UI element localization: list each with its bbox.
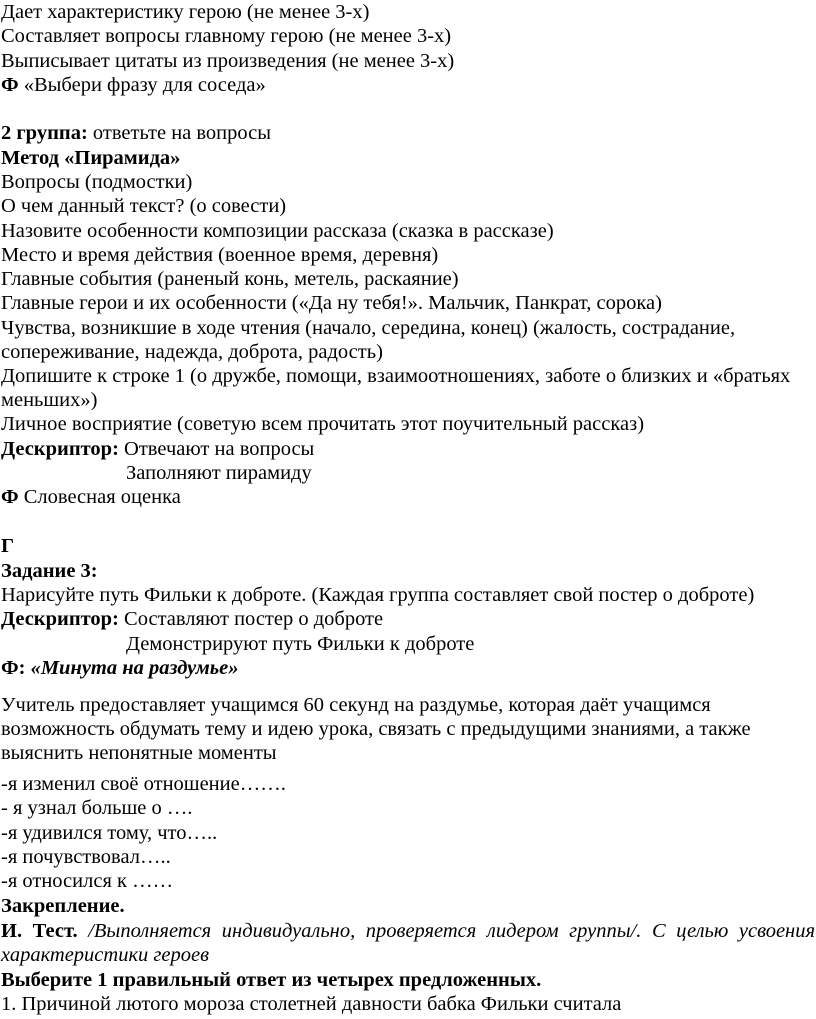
text-line: Дает характеристику герою (не менее 3-х) xyxy=(1,1,370,23)
instruction: Выберите 1 правильный ответ из четырех предложенных. xyxy=(1,969,542,991)
text-line: Выписывает цитаты из произведения (не менее 3-х) xyxy=(1,50,455,72)
feedback-line xyxy=(1,656,238,681)
descriptor-item: Отвечают на вопросы xyxy=(124,438,315,460)
f-text: «Минута на раздумье» xyxy=(30,657,239,679)
question-line: Допишите к строке 1 (о дружбе, помощи, взаимоотношениях, заботе о близких и «братьях xyxy=(1,365,791,387)
descriptor-label: Дескриптор: xyxy=(1,608,119,630)
text-line: Составляет вопросы главному герою (не менее 3-х) xyxy=(1,25,452,47)
descriptor-item: Заполняют пирамиду xyxy=(126,462,312,484)
prompt-line: -я изменил своё отношение……. xyxy=(1,773,286,795)
f-text: Словесная оценка xyxy=(23,486,181,508)
question-line: Чувства, возникшие в ходе чтения (начало, середина, конец) (жалость, сострадание, xyxy=(1,317,736,339)
descriptor-label: Дескриптор: xyxy=(1,438,119,460)
f-label: Ф: xyxy=(1,657,26,679)
paragraph-line: Учитель предоставляет учащимся 60 секунд на раздумье, которая даёт учащимся xyxy=(1,694,711,716)
prompt-line: -я удивился тому, что….. xyxy=(1,822,218,844)
paragraph-line: возможность обдумать тему и идею урока, связать с предыдущими знаниями, а также xyxy=(1,718,751,740)
f-text: «Выбери фразу для соседа» xyxy=(23,74,266,96)
prompt-line: -я почувствовал….. xyxy=(1,846,171,868)
feedback-line xyxy=(1,73,266,98)
f-label: Ф xyxy=(1,486,19,508)
descriptor-line xyxy=(1,437,314,462)
f-label: Ф xyxy=(1,74,19,96)
question-line: меньших») xyxy=(1,389,98,411)
question-line: Главные события (раненый конь, метель, раскаяние) xyxy=(1,268,459,290)
test-line xyxy=(1,919,815,944)
test-label: И. Тест. xyxy=(1,920,78,942)
question-1: 1. Причиной лютого мороза столетней давности бабка Фильки считала xyxy=(1,993,622,1015)
prompt-line: -я относился к …… xyxy=(1,870,174,892)
descriptor-item: Составляют постер о доброте xyxy=(124,608,384,630)
descriptor-item: Демонстрируют путь Фильки к доброте xyxy=(126,633,475,655)
question-line: О чем данный текст? (о совести) xyxy=(1,195,287,217)
question-line: Назовите особенности композиции рассказа (сказка в рассказе) xyxy=(1,220,554,242)
method-title: Метод «Пирамида» xyxy=(1,147,181,169)
question-line: Главные герои и их особенности («Да ну тебя!». Мальчик, Панкрат, сорока) xyxy=(1,292,662,314)
question-line: Личное восприятие (советую всем прочитать этот поучительный рассказ) xyxy=(1,413,645,435)
consolidation-title: Закрепление. xyxy=(1,895,125,917)
test-note: /Выполняется индивидуально, проверяется лидером группы/. С целью усвоения xyxy=(88,920,815,942)
feedback-line xyxy=(1,485,181,510)
group2-label: 2 группа: xyxy=(1,122,88,144)
question-line: Место и время действия (военное время, деревня) xyxy=(1,244,439,266)
question-line: сопереживание, надежда, доброта, радость) xyxy=(1,341,383,363)
task3-title: Задание 3: xyxy=(1,560,98,582)
prompt-line: - я узнал больше о …. xyxy=(1,797,193,819)
descriptor-line xyxy=(1,607,383,632)
g-label: Г xyxy=(1,535,15,557)
question-line: Вопросы (подмостки) xyxy=(1,171,193,193)
group2-heading xyxy=(1,121,271,146)
paragraph-line: выяснить непонятные моменты xyxy=(1,742,277,764)
group2-text: ответьте на вопросы xyxy=(92,122,272,144)
test-note-cont: характеристики героев xyxy=(1,944,210,966)
task3-text: Нарисуйте путь Фильки к доброте. (Каждая группа составляет свой постер о доброте) xyxy=(1,584,755,606)
